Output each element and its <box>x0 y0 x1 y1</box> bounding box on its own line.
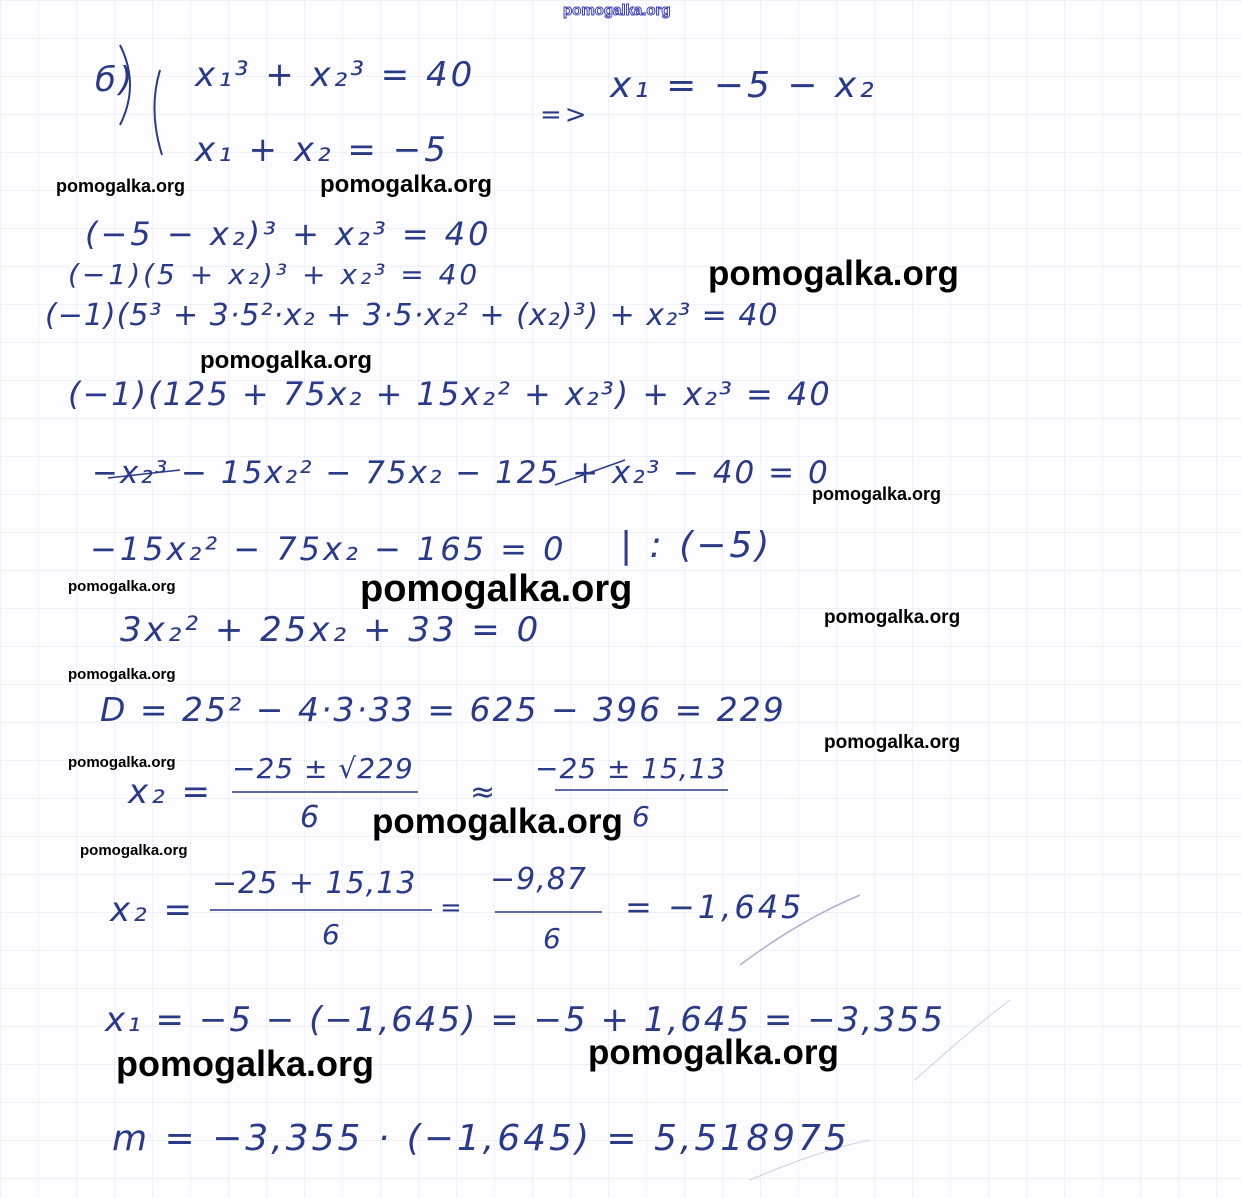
x2-numerator-2: −9,87 <box>490 862 587 897</box>
watermark[interactable]: pomogalka.org <box>824 607 961 628</box>
m-result: m = −3,355 · (−1,645) = 5,518975 <box>112 1118 850 1159</box>
x2-denominator-2: 6 <box>543 922 564 955</box>
step-1: (−5 − x₂)³ + x₂³ = 40 <box>85 215 492 253</box>
discriminant: D = 25² − 4·3·33 = 625 − 396 = 229 <box>100 690 786 729</box>
x2-numerator: −25 + 15,13 <box>212 866 417 901</box>
watermark[interactable]: pomogalka.org <box>80 842 188 859</box>
watermark[interactable]: pomogalka.org <box>812 484 942 504</box>
implies-arrow: => <box>540 100 590 130</box>
watermark[interactable]: pomogalka.org <box>116 1043 375 1084</box>
watermark[interactable]: pomogalka.org <box>708 254 959 293</box>
system-equation-1: x₁³ + x₂³ = 40 <box>195 55 476 95</box>
root-approx-sign: ≈ <box>470 775 499 810</box>
watermark[interactable]: pomogalka.org <box>68 754 176 771</box>
watermark[interactable]: pomogalka.org <box>588 1033 839 1072</box>
root-numerator: −25 ± √229 <box>232 752 414 785</box>
x1-expression: x₁ = −5 − x₂ <box>610 65 877 106</box>
step-2: (−1)(5 + x₂)³ + x₂³ = 40 <box>68 258 481 291</box>
watermark[interactable]: pomogalka.org <box>360 568 633 610</box>
x2-denominator: 6 <box>322 918 343 951</box>
x2-equals: = <box>440 893 465 923</box>
watermark[interactable]: pomogalka.org <box>320 171 493 198</box>
watermark[interactable]: pomogalka.org <box>68 578 176 595</box>
x1-result: x₁ = −5 − (−1,645) = −5 + 1,645 = −3,355 <box>105 1000 946 1040</box>
watermark[interactable]: pomogalka.org <box>56 176 186 196</box>
step-5: −x₂³ − 15x₂² − 75x₂ − 125 + x₂³ − 40 = 0 <box>92 455 830 491</box>
header-watermark[interactable]: pomogalka.org <box>563 2 671 19</box>
watermark[interactable]: pomogalka.org <box>68 666 176 683</box>
x2-lhs: x₂ = <box>110 890 196 930</box>
x2-result: = −1,645 <box>625 888 805 926</box>
watermark[interactable]: pomogalka.org <box>372 802 623 841</box>
step-4: (−1)(125 + 75x₂ + 15x₂² + x₂³) + x₂³ = 40 <box>68 375 832 413</box>
root-denominator-approx: 6 <box>632 800 653 833</box>
step-6: −15x₂² − 75x₂ − 165 = 0 <box>90 530 567 568</box>
root-lhs: x₂ = <box>128 772 214 812</box>
step-6-divide: | : (−5) <box>620 525 773 566</box>
step-3: (−1)(5³ + 3·5²·x₂ + 3·5·x₂² + (x₂)³) + x₂³ = 40 <box>45 298 779 333</box>
system-equation-2: x₁ + x₂ = −5 <box>195 130 449 170</box>
watermark[interactable]: pomogalka.org <box>824 732 961 753</box>
watermark[interactable]: pomogalka.org <box>200 347 373 374</box>
root-denominator: 6 <box>300 800 323 835</box>
problem-label: б) <box>95 60 136 100</box>
step-7: 3x₂² + 25x₂ + 33 = 0 <box>120 610 542 650</box>
root-numerator-approx: −25 ± 15,13 <box>535 752 727 785</box>
